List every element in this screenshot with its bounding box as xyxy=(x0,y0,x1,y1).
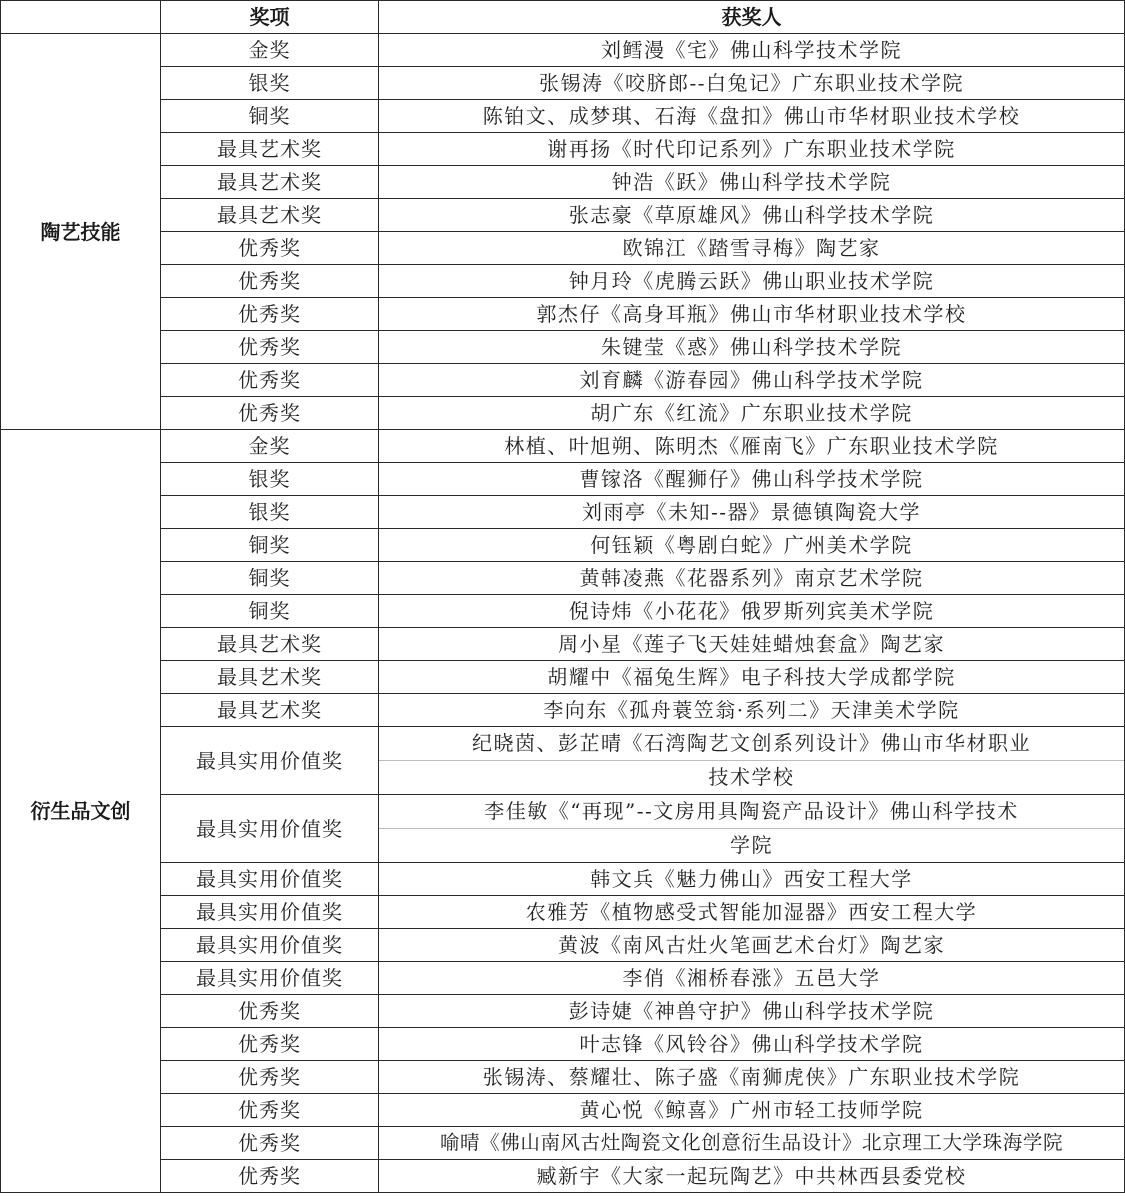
award-cell: 铜奖 xyxy=(161,595,379,628)
award-cell: 最具艺术奖 xyxy=(161,166,379,199)
table-row xyxy=(1,430,1125,463)
award-cell: 优秀奖 xyxy=(161,298,379,331)
award-cell: 银奖 xyxy=(161,463,379,496)
award-cell: 银奖 xyxy=(161,496,379,529)
winner-cell xyxy=(379,795,1125,863)
winner-cell: 刘鳕漫《宅》佛山科学技术学院 xyxy=(379,34,1125,67)
winner-cell: 欧锦江《踏雪寻梅》陶艺家 xyxy=(379,232,1125,265)
winner-cell: 陈铂文、成梦琪、石海《盘扣》佛山市华材职业技术学校 xyxy=(379,100,1125,133)
award-cell: 最具实用价值奖 xyxy=(161,863,379,896)
winner-cell xyxy=(379,727,1125,795)
table-row xyxy=(1,1094,1125,1127)
award-cell: 最具实用价值奖 xyxy=(161,727,379,795)
award-cell: 最具实用价值奖 xyxy=(161,795,379,863)
winner-cell: 张志豪《草原雄风》佛山科学技术学院 xyxy=(379,199,1125,232)
table-row xyxy=(1,67,1125,100)
award-cell: 优秀奖 xyxy=(161,995,379,1028)
winner-cell: 叶志锋《风铃谷》佛山科学技术学院 xyxy=(379,1028,1125,1061)
winner-cell: 李向东《孤舟蓑笠翁·系列二》天津美术学院 xyxy=(379,694,1125,727)
winner-cell: 臧新宇《大家一起玩陶艺》中共林西县委党校 xyxy=(379,1160,1125,1193)
table-row xyxy=(1,1028,1125,1061)
award-cell: 银奖 xyxy=(161,67,379,100)
winner-line-1: 纪晓茵、彭芷晴《石湾陶艺文创系列设计》佛山市华材职业 xyxy=(379,727,1124,761)
winner-cell: 黄波《南风古灶火笔画艺术台灯》陶艺家 xyxy=(379,929,1125,962)
table-row xyxy=(1,496,1125,529)
table-row xyxy=(1,795,1125,863)
winner-cell: 刘雨亭《未知--器》景德镇陶瓷大学 xyxy=(379,496,1125,529)
award-cell: 最具实用价值奖 xyxy=(161,896,379,929)
table-row xyxy=(1,166,1125,199)
table-row xyxy=(1,727,1125,795)
table-row xyxy=(1,995,1125,1028)
winner-cell: 胡广东《红流》广东职业技术学院 xyxy=(379,397,1125,430)
award-cell: 最具艺术奖 xyxy=(161,694,379,727)
award-cell: 最具实用价值奖 xyxy=(161,962,379,995)
winner-cell: 朱键莹《惑》佛山科学技术学院 xyxy=(379,331,1125,364)
header-award-cell: 奖项 xyxy=(161,1,379,34)
table-row xyxy=(1,1061,1125,1094)
table-row xyxy=(1,397,1125,430)
winner-cell: 喻晴《佛山南风古灶陶瓷文化创意衍生品设计》北京理工大学珠海学院 xyxy=(379,1127,1125,1160)
award-cell: 铜奖 xyxy=(161,562,379,595)
award-cell: 金奖 xyxy=(161,34,379,67)
award-cell: 最具艺术奖 xyxy=(161,199,379,232)
award-cell: 优秀奖 xyxy=(161,1160,379,1193)
winner-cell: 倪诗炜《小花花》俄罗斯列宾美术学院 xyxy=(379,595,1125,628)
winner-cell: 韩文兵《魅力佛山》西安工程大学 xyxy=(379,863,1125,896)
table-row xyxy=(1,265,1125,298)
table-row xyxy=(1,331,1125,364)
table-row xyxy=(1,1127,1125,1160)
winner-cell: 何钰颖《粤剧白蛇》广州美术学院 xyxy=(379,529,1125,562)
winner-cell: 郭杰仔《高身耳瓶》佛山市华材职业技术学校 xyxy=(379,298,1125,331)
table-row xyxy=(1,364,1125,397)
header-winner-cell: 获奖人 xyxy=(379,1,1125,34)
table-row xyxy=(1,133,1125,166)
table-row xyxy=(1,694,1125,727)
table-row xyxy=(1,863,1125,896)
award-cell: 金奖 xyxy=(161,430,379,463)
winner-cell: 彭诗婕《神兽守护》佛山科学技术学院 xyxy=(379,995,1125,1028)
award-cell: 最具艺术奖 xyxy=(161,133,379,166)
winner-cell: 李俏《湘桥春涨》五邑大学 xyxy=(379,962,1125,995)
table-row xyxy=(1,298,1125,331)
header-category-cell xyxy=(1,1,161,34)
table-row xyxy=(1,232,1125,265)
winner-line-1: 李佳敏《“再现”--文房用具陶瓷产品设计》佛山科学技术 xyxy=(379,795,1124,829)
winner-cell: 钟浩《跃》佛山科学技术学院 xyxy=(379,166,1125,199)
winner-cell: 曹镓洛《醒狮仔》佛山科学技术学院 xyxy=(379,463,1125,496)
table-row xyxy=(1,1160,1125,1193)
table-row xyxy=(1,463,1125,496)
award-cell: 优秀奖 xyxy=(161,1061,379,1094)
winner-line-2: 技术学校 xyxy=(708,765,795,789)
award-cell: 优秀奖 xyxy=(161,1094,379,1127)
award-cell: 优秀奖 xyxy=(161,232,379,265)
table-row xyxy=(1,628,1125,661)
table-row xyxy=(1,562,1125,595)
award-cell: 优秀奖 xyxy=(161,331,379,364)
winner-cell: 林植、叶旭朔、陈明杰《雁南飞》广东职业技术学院 xyxy=(379,430,1125,463)
table-row xyxy=(1,896,1125,929)
winner-cell: 胡耀中《福兔生辉》电子科技大学成都学院 xyxy=(379,661,1125,694)
table-row xyxy=(1,34,1125,67)
award-cell: 铜奖 xyxy=(161,529,379,562)
award-cell: 优秀奖 xyxy=(161,1127,379,1160)
winner-cell: 周小星《莲子飞天娃娃蜡烛套盒》陶艺家 xyxy=(379,628,1125,661)
winner-cell: 张锡涛《咬脐郎--白兔记》广东职业技术学院 xyxy=(379,67,1125,100)
award-cell: 优秀奖 xyxy=(161,265,379,298)
award-cell: 最具艺术奖 xyxy=(161,661,379,694)
award-cell: 铜奖 xyxy=(161,100,379,133)
table-row xyxy=(1,929,1125,962)
table-row xyxy=(1,529,1125,562)
category-cell-derivative-products: 衍生品文创 xyxy=(1,430,161,1193)
winner-cell: 谢再扬《时代印记系列》广东职业技术学院 xyxy=(379,133,1125,166)
category-cell-ceramic-skills: 陶艺技能 xyxy=(1,34,161,430)
award-cell: 优秀奖 xyxy=(161,1028,379,1061)
award-cell: 优秀奖 xyxy=(161,364,379,397)
table-header-row xyxy=(1,1,1125,34)
table-row xyxy=(1,100,1125,133)
winner-cell: 张锡涛、蔡耀壮、陈子盛《南狮虎侠》广东职业技术学院 xyxy=(379,1061,1125,1094)
winner-line-2: 学院 xyxy=(730,833,773,857)
table-row xyxy=(1,661,1125,694)
winner-cell: 刘育麟《游春园》佛山科学技术学院 xyxy=(379,364,1125,397)
award-cell: 优秀奖 xyxy=(161,397,379,430)
table-row xyxy=(1,962,1125,995)
winner-cell: 钟月玲《虎腾云跃》佛山职业技术学院 xyxy=(379,265,1125,298)
winner-cell: 农雅芳《植物感受式智能加湿器》西安工程大学 xyxy=(379,896,1125,929)
award-cell: 最具实用价值奖 xyxy=(161,929,379,962)
winner-cell: 黄心悦《鲸喜》广州市轻工技师学院 xyxy=(379,1094,1125,1127)
winner-cell: 黄韩凌燕《花器系列》南京艺术学院 xyxy=(379,562,1125,595)
award-cell: 最具艺术奖 xyxy=(161,628,379,661)
table-row xyxy=(1,595,1125,628)
table-row xyxy=(1,199,1125,232)
